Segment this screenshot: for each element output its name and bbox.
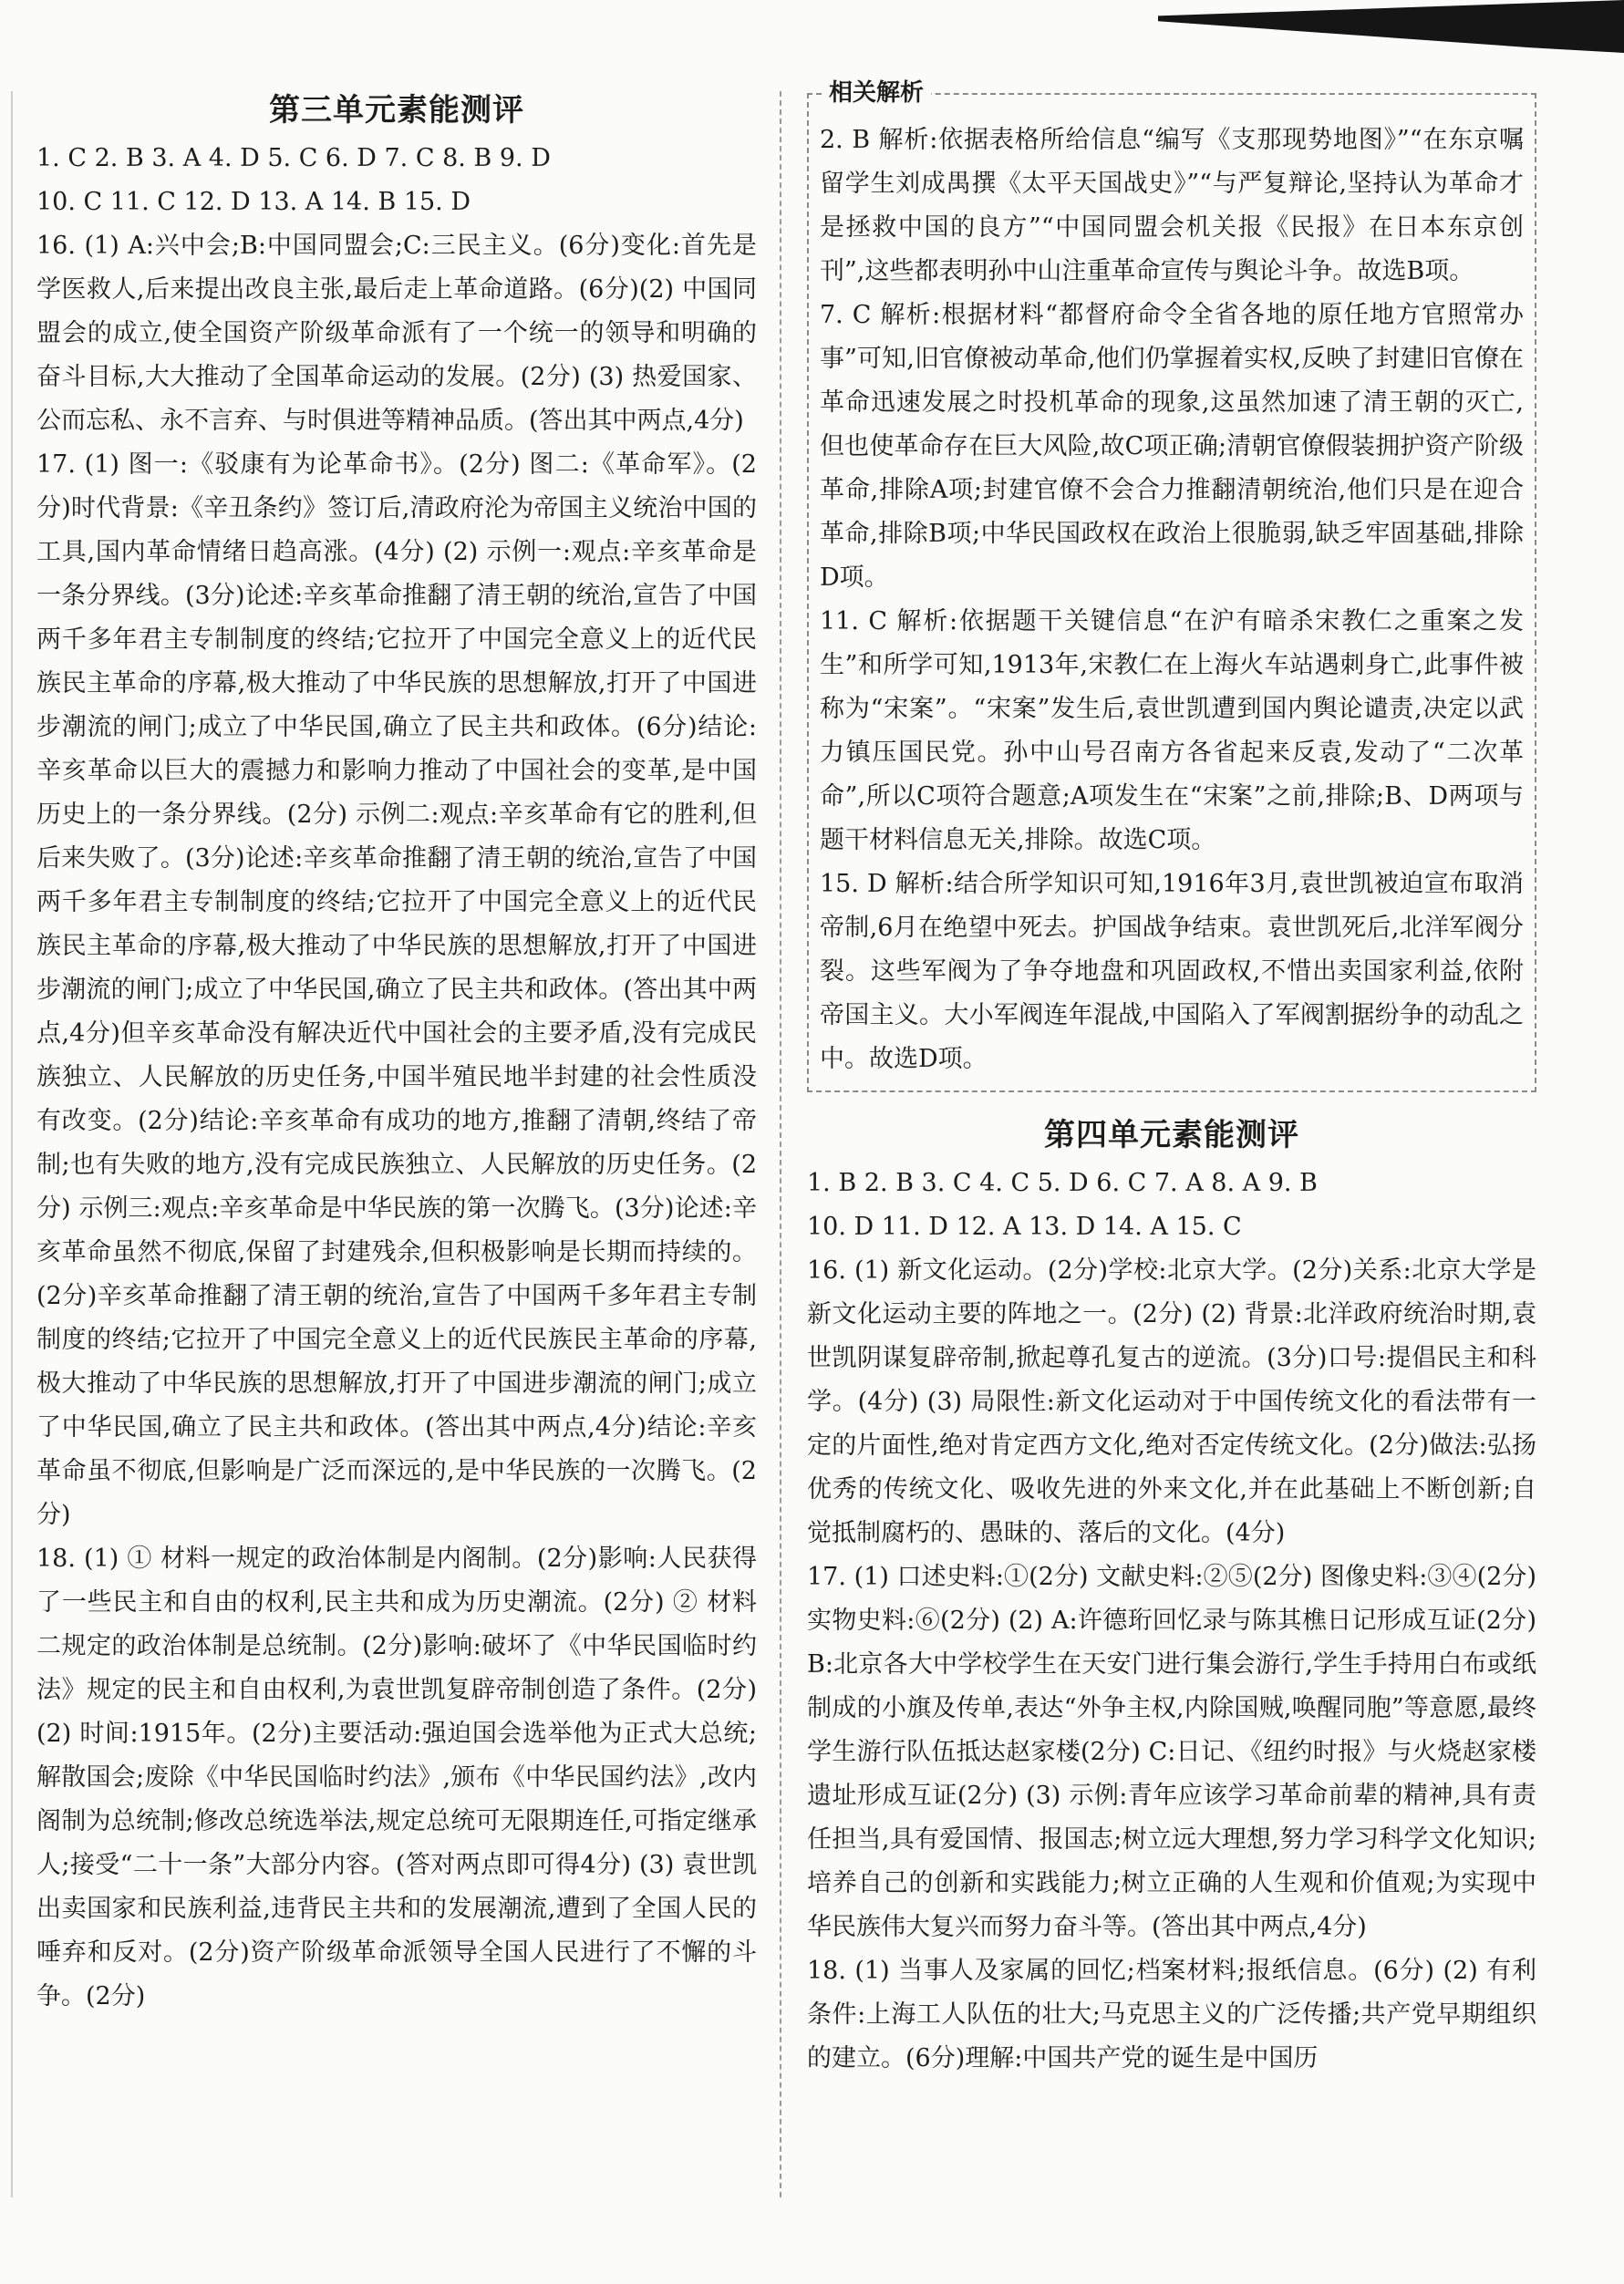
unit4-mc-line2: 10. D 11. D 12. A 13. D 14. A 15. C bbox=[807, 1213, 1242, 1241]
unit4-title: 第四单元素能测评 bbox=[1044, 1117, 1299, 1153]
analysis-q15: 15. D 解析:结合所学知识可知,1916年3月,袁世凯被迫宣布取消帝制,6月在绝望中死去。护国战争结束。袁世凯死后,北洋军阀分裂。这些军阀为了争夺地盘和巩固政权,不惜出卖国家利益,依附帝国主义。大小军阀连年混战,中国陷入了军阀割据纷争的动乱之中。故选D项。 bbox=[820, 870, 1524, 1073]
analysis-q2: 2. B 解析:依据表格所给信息“编写《支那现势地图》”“在东京嘱留学生刘成禺撰《太平天国战史》”“与严复辩论,坚持认为革命才是拯救中国的良方”“中国同盟会机关报《民报》在日本东京创刊”,这些都表明孙中山注重革命宣传与舆论斗争。故选B项。 bbox=[820, 126, 1524, 285]
unit4-q18: 18. (1) 当事人及家属的回忆;档案材料;报纸信息。(6分) (2) 有利条件:上海工人队伍的壮大;马克思主义的广泛传播;共产党早期组织的建立。(6分)理解:中国共产党的诞生是中国历 bbox=[807, 1957, 1536, 2072]
analysis-q7: 7. C 解析:根据材料“都督府命令全省各地的原任地方官照常办事”可知,旧官僚被动革命,他们仍掌握着实权,反映了封建旧官僚在革命迅速发展之时投机革命的现象,这虽然加速了清王朝的灭亡,但也使革命存在巨大风险,故C项正确;清朝官僚假装拥护资产阶级革命,排除A项;封建官僚不会合力推翻清朝统治,他们只是在迎合革命,排除B项;中华民国政权在政治上很脆弱,缺乏牢固基础,排除D项。 bbox=[820, 301, 1524, 592]
right-column bbox=[807, 79, 1536, 2081]
unit3-q17: 17. (1) 图一:《驳康有为论革命书》。(2分) 图二:《革命军》。(2分)时代背景:《辛丑条约》签订后,清政府沦为帝国主义统治中国的工具,国内革命情绪日趋高涨。(4分) (2) 示例一:观点:辛亥革命是一条分界线。(3分)论述:辛亥革命推翻了清王朝的统治,宣告了中国两千多年君主专制制度的终结;它拉开了中国完全意义上的近代民族民主革命的序幕,极大推动了中华民族的思想解放,打开了中国进步潮流的闸门;成立了中华民国,确立了民主共和政体。(6分)结论:辛亥革命以巨大的震撼力和影响力推动了中国社会的变革,是中国历史上的一条分界线。(2分) 示例二:观点:辛亥革命有它的胜利,但后来失败了。(3分)论述:辛亥革命推翻了清王朝的统治,宣告了中国两千多年君主专制制度的终结;它拉开了中国完全意义上的近代民族民主革命的序幕,极大推动了中华民族的思想解放,打开了中国进步潮流的闸门;成立了中华民国,确立了民主共和政体。(答出其中两点,4分)但辛亥革命没有解决近代中国社会的主要矛盾,没有完成民族独立、人民解放的历史任务,中国半殖民地半封建的社会性质没有改变。(2分)结论:辛亥革命有成功的地方,推翻了清朝,终结了帝制;也有失败的地方,没有完成民族独立、人民解放的历史任务。(2分) 示例三:观点:辛亥革命是中华民族的第一次腾飞。(3分)论述:辛亥革命虽然不彻底,保留了封建残余,但积极影响是长期而持续的。(2分)辛亥革命推翻了清王朝的统治,宣告了中国两千多年君主专制制度的终结;它拉开了中国完全意义上的近代民族民主革命的序幕,极大推动了中华民族的思想解放,打开了中国进步潮流的闸门;成立了中华民国,确立了民主共和政体。(答出其中两点,4分)结论:辛亥革命虽不彻底,但影响是广泛而深远的,是中华民族的一次腾飞。(2分) bbox=[36, 450, 757, 1529]
unit3-title: 第三单元素能测评 bbox=[269, 92, 524, 129]
unit3-q18: 18. (1) ① 材料一规定的政治体制是内阁制。(2分)影响:人民获得了一些民主和自由的权利,民主共和成为历史潮流。(2分) ② 材料二规定的政治体制是总统制。(2分)影响:破坏了《中华民国临时约法》规定的民主和自由权利,为袁世凯复辟帝制创造了条件。(2分) (2) 时间:1915年。(2分)主要活动:强迫国会选举他为正式大总统;解散国会;废除《中华民国临时约法》,颁布《中华民国约法》,改内阁制为总统制;修改总统选举法,规定总统可无限期连任,可指定继承人;接受“二十一条”大部分内容。(答对两点即可得4分) (3) 袁世凯出卖国家和民族利益,违背民主共和的发展潮流,遭到了全国人民的唾弃和反对。(2分)资产阶级革命派领导全国人民进行了不懈的斗争。(2分) bbox=[36, 1545, 757, 2010]
unit3-mc-line2: 10. C 11. C 12. D 13. A 14. B 15. D bbox=[36, 188, 471, 216]
unit4-q17: 17. (1) 口述史料:①(2分) 文献史料:②⑤(2分) 图像史料:③④(2分) 实物史料:⑥(2分) (2) A:许德珩回忆录与陈其樵日记形成互证(2分) B:北京各大中学校学生在天安门进行集会游行,学生手持用白布或纸制成的小旗及传单,表达“外争主权,内除国贼,唤醒同胞”等意愿,最终学生游行队伍抵达赵家楼(2分) C:日记、《纽约时报》与火烧赵家楼遗址形成互证(2分) (3) 示例:青年应该学习革命前辈的精神,具有责任担当,具有爱国情、报国志;树立远大理想,努力学习科学文化知识;培养自己的创新和实践能力;树立正确的人生观和价值观;为实现中华民族伟大复兴而努力奋斗等。(答出其中两点,4分) bbox=[807, 1563, 1536, 1941]
column-divider bbox=[780, 91, 781, 2197]
unit3-mc-line1: 1. C 2. B 3. A 4. D 5. C 6. D 7. C 8. B 9. D bbox=[36, 144, 551, 172]
unit3-q16: 16. (1) A:兴中会;B:中国同盟会;C:三民主义。(6分)变化:首先是学医救人,后来提出改良主张,最后走上革命道路。(6分)(2) 中国同盟会的成立,使全国资产阶级革命派有了一个统一的领导和明确的奋斗目标,大大推动了全国革命运动的发展。(2分) (3) 热爱国家、公而忘私、永不言弃、与时俱进等精神品质。(答出其中两点,4分) bbox=[36, 232, 757, 435]
left-edge-rule bbox=[11, 91, 13, 2197]
analysis-q11: 11. C 解析:依据题干关键信息“在沪有暗杀宋教仁之重案之发生”和所学可知,1913年,宋教仁在上海火车站遇刺身亡,此事件被称为“宋案”。“宋案”发生后,袁世凯遭到国内舆论谴责,决定以武力镇压国民党。孙中山号召南方各省起来反袁,发动了“二次革命”,所以C项符合题意;A项发生在“宋案”之前,排除;B、D两项与题干材料信息无关,排除。故选C项。 bbox=[820, 607, 1524, 854]
unit4-q16: 16. (1) 新文化运动。(2分)学校:北京大学。(2分)关系:北京大学是新文化运动主要的阵地之一。(2分) (2) 背景:北洋政府统治时期,袁世凯阴谋复辟帝制,掀起尊孔复古的逆流。(3分)口号:提倡民主和科学。(4分) (3) 局限性:新文化运动对于中国传统文化的看法带有一定的片面性,绝对肯定西方文化,绝对否定传统文化。(2分)做法:弘扬优秀的传统文化、吸收先进的外来文化,并在此基础上不断创新;自觉抵制腐朽的、愚昧的、落后的文化。(4分) bbox=[807, 1256, 1536, 1547]
analysis-label: 相关解析 bbox=[822, 78, 931, 108]
analysis-box bbox=[807, 79, 1536, 1092]
left-column bbox=[36, 84, 757, 2019]
top-corner-bar bbox=[1158, 0, 1624, 53]
unit4-mc-line1: 1. B 2. B 3. C 4. C 5. D 6. C 7. A 8. A 9. B bbox=[807, 1169, 1318, 1197]
